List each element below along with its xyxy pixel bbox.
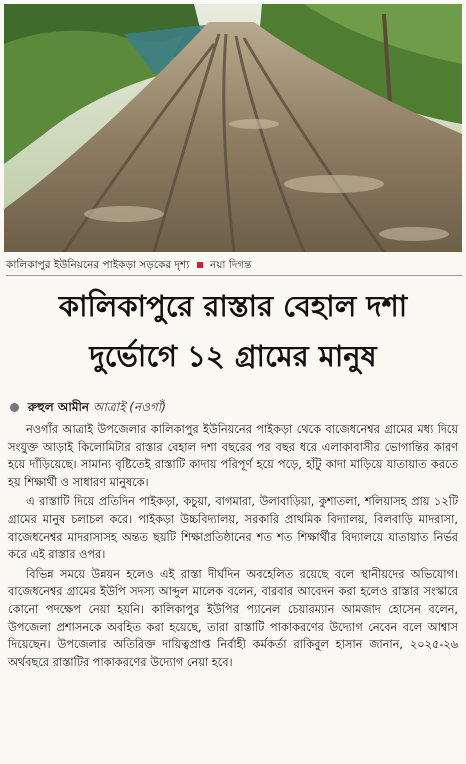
headline-line-1: কালিকাপুরে রাস্তার বেহাল দশা	[58, 289, 408, 323]
photo-caption	[6, 255, 462, 276]
paragraph: বিভিন্ন সময়ে উন্নয়ন হলেও এই রাস্তা দীর্ঘদিন অবহেলিত রয়েছে বলে স্থানীয়দের অভিযোগ। বাজেধনেশ্বর গ্রামের ইউপি সদস্য আব্দুল মালেক বলেন, বারবার আবেদন করা হলেও রাস্তার সংস্কারে কোনো পদক্ষেপ নেয়া হয়নি। কালিকাপুর ইউপির প্যানেল চেয়ারম্যান আমজাদ হোসেন বলেন, উপজেলা প্রশাসনকে অবহিত করা হয়েছে, তারা রাস্তাটি পাকাকরণের উদ্যোগ নেবেন বলে আশ্বাস দিয়েছেন। উপজেলার অতিরিক্ত দায়িত্বপ্রাপ্ত নির্বাহী কর্মকর্তা রাকিবুল হাসান জানান, ২০২৫-২৬ অর্থবছরে রাস্তাটির পাকাকরণের উদ্যোগ নেয়া হবে।	[8, 567, 458, 669]
byline-place: আত্রাই (নওগাঁ)	[92, 400, 166, 414]
caption-square-icon	[197, 262, 203, 268]
caption-credit: নয়া দিগন্ত	[209, 259, 252, 271]
byline	[10, 398, 166, 416]
byline-name: রুহুল আমীন	[27, 400, 90, 414]
muddy-road-photo	[4, 4, 462, 252]
muddy-road-illustration	[4, 4, 462, 252]
headline-line-2: দুর্ভোগে ১২ গ্রামের মানুষ	[89, 339, 377, 373]
bullet-icon	[10, 403, 19, 412]
caption-text: কালিকাপুর ইউনিয়নের পাইকড়া সড়কের দৃশ্য	[6, 259, 190, 271]
paragraph: নওগাঁর আত্রাই উপজেলার কালিকাপুর ইউনিয়নের পাইকড়া থেকে বাজেধনেশ্বর গ্রামের মধ্য দিয়ে সংযুক্ত আড়াই কিলোমিটার রাস্তার বেহাল দশা বছরের পর বছর ধরে এলাকাবাসীর ভোগান্তির কারণ হয়ে দাঁড়িয়েছে। সামান্য বৃষ্টিতেই রাস্তাটি কাদায় পরিপূর্ণ হয়ে পড়ে, হাঁটু কাদা মাড়িয়ে যাতায়াত করতে হয় শিক্ষার্থী ও সাধারণ মানুষকে।	[8, 423, 458, 489]
paragraph: এ রাস্তাটি দিয়ে প্রতিদিন পাইকড়া, কচুয়া, বাগমারা, উলাবাড়িয়া, কুশাতলা, শলিয়াসহ প্রায় ১২টি গ্রামের মানুষ চলাচল করে। পাইকড়া উচ্চবিদ্যালয়, সরকারি প্রাথমিক বিদ্যালয়, বিলবাড়ি মাদরাসা, বাজেধনেশ্বর মাদরাসাসহ অন্তত ছয়টি শিক্ষাপ্রতিষ্ঠানের শত শত শিক্ষার্থীর বিদ্যালয়ে যাতায়াত নির্ভর করে এই রাস্তার ওপর।	[8, 495, 458, 562]
article-body	[8, 421, 458, 673]
